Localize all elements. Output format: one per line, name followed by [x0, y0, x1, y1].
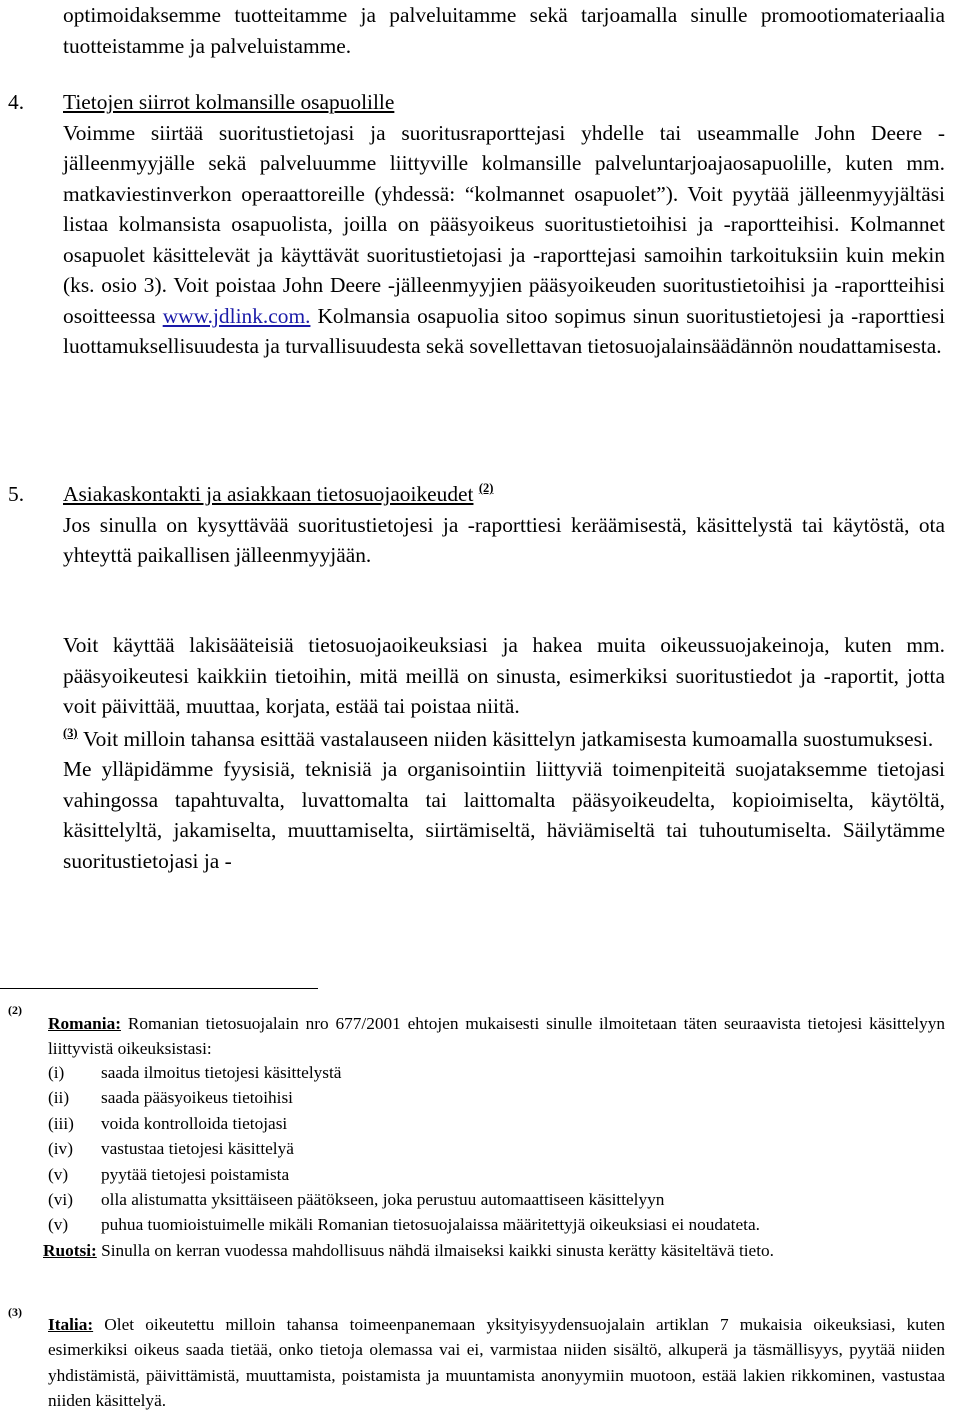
- section-5-header: [63, 479, 945, 571]
- intro-paragraph: [63, 0, 945, 61]
- list-item-text: saada pääsyoikeus tietoihisi: [101, 1088, 293, 1108]
- footnote-ref-3[interactable]: (3): [63, 725, 78, 740]
- list-item-number: (vi): [48, 1190, 73, 1209]
- footnote-2-country: Romania:: [48, 1014, 121, 1033]
- list-item-text: puhua tuomioistuimelle mikäli Romanian tietosuojalaissa määritettyjä oikeuksiasi ei noudateta.: [101, 1215, 760, 1235]
- footnote-3-country: Italia:: [48, 1315, 94, 1334]
- list-item-text: olla alistumatta yksittäiseen päätökseen, joka perustuu automaattiseen käsittelyyn: [101, 1190, 665, 1209]
- section-5-body: [63, 630, 945, 876]
- list-item-number: (v): [48, 1215, 69, 1235]
- footnote-2-sweden: Ruotsi: Sinulla on kerran vuodessa mahdollisuus nähdä ilmaiseksi kaikki sinusta kerätty käsiteltävä tieto.: [43, 1241, 774, 1260]
- list-item: [48, 1111, 287, 1136]
- section-4-paragraph: Voimme siirtää suoritustietojasi ja suoritusraporttejasi yhdelle tai useammalle John Deere -jälleenmyyjälle sekä palveluumme liittyville kolmansille palveluntarjoajaosapuolille, kuten mm. matkaviestinverkon operaattoreille (yhdessä: “kolmannet osapuolet”). Voit pyytää jälleenmyyjältäsi listaa kolmansista osapuolista, joilla on pääsyoikeus suoritustietoihisi ja -raportteihisi. Kolmannet osapuolet käsittelevät ja käyttävät suoritustietojasi ja -raporttejasi samoihin tarkoituksiin kuin mekin (ks. osio 3). Voit poistaa John Deere -jälleenmyyjien pääsyoikeuden suoritustietoihisi ja -raportteihisi osoitteessa www.jdlink.com. Kolmansia osapuolia sitoo sopimus sinun suoritustietojesi ja -raporttiesi luottamuksellisuudesta ja turvallisuudesta sekä sovellettavan tietosuojalainsäädännön noudattamisesta.: [63, 120, 946, 358]
- section-4-number: 4.: [8, 90, 25, 114]
- list-item: [48, 1085, 293, 1110]
- section-5-paragraph-1: Jos sinulla on kysyttävää suoritustietojesi ja -raporttiesi keräämisestä, käsittelystä tai käytöstä, ota yhteyttä paikallisen jälleenmyyjään.: [63, 512, 945, 567]
- section-5-number: 5.: [8, 482, 25, 506]
- list-item-text: voida kontrolloida tietojasi: [101, 1113, 288, 1133]
- footnote-ref-2[interactable]: (2): [478, 481, 494, 495]
- footnote-2-intro: Romania: Romanian tietosuojalain nro 677/2001 ehtojen mukaisesti sinulle ilmoitetaan täten seuraavista tietojesi käsittelyyn liittyvistä oikeuksistasi:: [48, 1014, 945, 1059]
- list-item-number: (i): [48, 1063, 65, 1082]
- section-5-heading: Asiakaskontakti ja asiakkaan tietosuojaoikeudet: [63, 482, 474, 506]
- footnote-2-country-2: Ruotsi:: [43, 1241, 97, 1260]
- footnote-separator: [0, 988, 318, 989]
- list-item-number: (iv): [48, 1139, 73, 1159]
- footnote-2-mark: (2): [8, 1003, 22, 1017]
- section-5-paragraph-3: $^{(3)}$ Voit milloin tahansa esittää vastalauseen niiden käsittelyn jatkamisesta kumoamalla suostumuksesi.: [63, 725, 934, 751]
- list-item: [48, 1187, 664, 1212]
- footnote-3: Italia: Olet oikeutettu milloin tahansa toimeenpanemaan yksityisyydensuojalain artiklan 7 mukaisia oikeuksiasi, kuten esimerkiksi oikeus saada tietää, onko tietoja olemassa vai ei, varmistaa niiden sisältö, alkuperä ja täsmällisyys, pyytää niiden yhdistämistä, päivittämistä, muuttamista, poistamista ja muuntamista anonyymiin muotoon, estää lakien rikkominen, vastustaa niiden käsittelyä.: [48, 1315, 945, 1411]
- list-item: [48, 1212, 760, 1237]
- list-item: [48, 1060, 341, 1085]
- list-item-number: (v): [48, 1164, 69, 1184]
- section-5-paragraph-4: Me ylläpidämme fyysisiä, teknisiä ja organisointiin liittyviä toimenpiteitä suojataksemme tietojasi vahingossa tapahtuvalta, luvattomalta tai laittomalta pääsyoikeudelta, kopioimiselta, käytöltä, käsittelyltä, jakamiselta, muuttamiselta, siirtämiseltä, häviämiseltä tai tuhoutumiselta. Säilytämme suoritustietojasi ja -: [63, 757, 945, 873]
- list-item: [48, 1162, 289, 1187]
- list-item-text: pyytää tietojesi poistamista: [101, 1164, 290, 1184]
- footnote-3-mark: (3): [8, 1305, 22, 1319]
- jdlink-link[interactable]: www.jdlink.com.: [162, 303, 311, 328]
- list-item-number: (ii): [48, 1088, 70, 1108]
- list-item-text: saada ilmoitus tietojesi käsittelystä: [101, 1063, 342, 1082]
- section-4: [63, 87, 945, 362]
- list-item: [48, 1136, 294, 1161]
- intro-text: optimoidaksemme tuotteitamme ja palveluitamme sekä tarjoamalla sinulle promootiomateriaalia tuotteistamme ja palveluistamme.: [63, 3, 945, 58]
- section-4-heading: Tietojen siirrot kolmansille osapuolille: [63, 90, 395, 114]
- list-item-text: vastustaa tietojesi käsittelyä: [101, 1139, 294, 1159]
- list-item-number: (iii): [48, 1113, 74, 1133]
- section-5-paragraph-2: Voit käyttää lakisääteisiä tietosuojaoikeuksiasi ja hakea muita oikeussuojakeinoja, kuten mm. pääsyoikeutesi kaikkiin tietoihin, mitä meillä on sinusta, esimerkiksi suoritustiedot ja -raportit, jotta voit päivittää, muuttaa, korjata, estää tai poistaa niitä.: [63, 633, 945, 718]
